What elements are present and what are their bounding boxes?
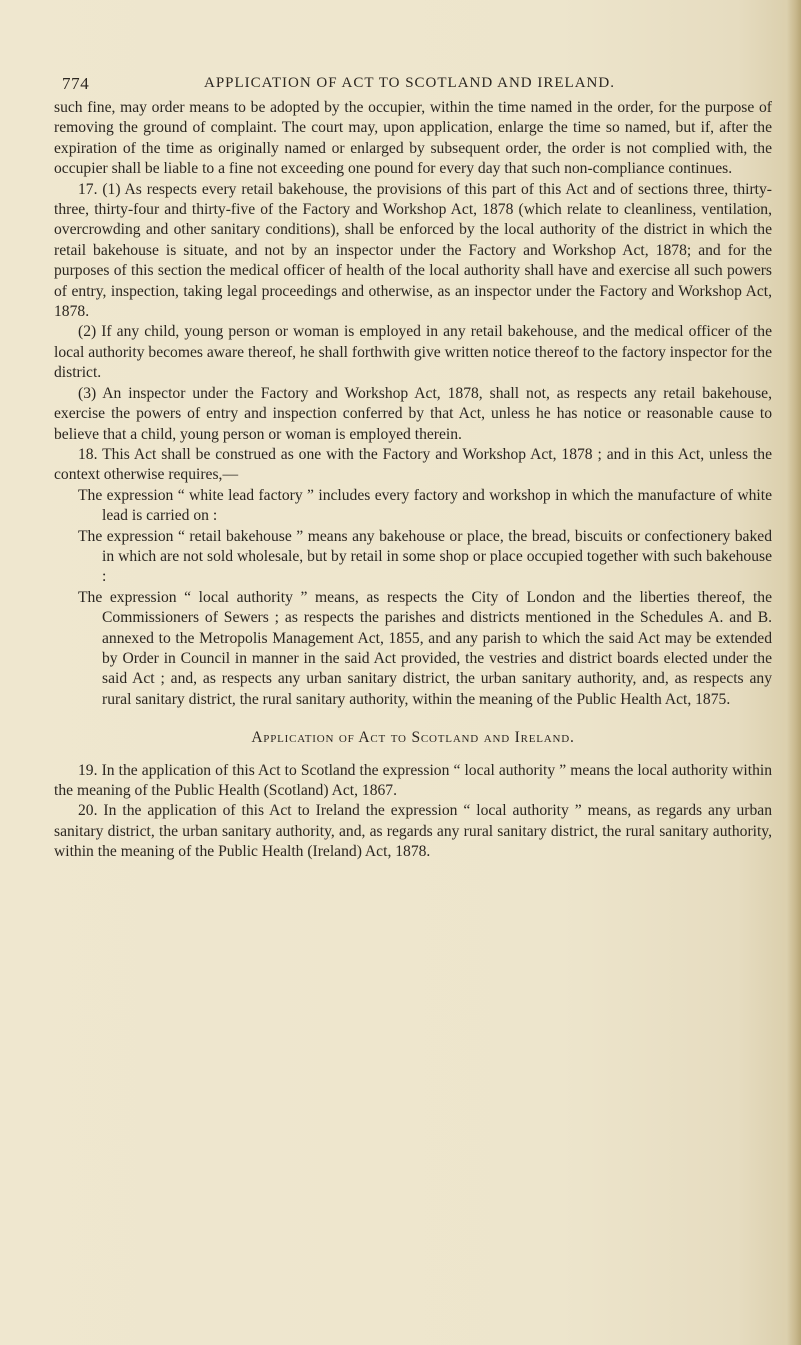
paragraph-section-17-1: 17. (1) As respects every retail bakehouse, the provisions of this part of this Act and of sections three, thirty-three, thirty-four and thirty-five of the Factory and Workshop Act, 1878 (which relate to cleanliness, ventilation, overcrowding and other sanitary conditions), shall be enforced by the local authority of the district in which the retail bakehouse is situate, and not by an inspector under the Factory and Workshop Act, 1878; and for the purposes of this section the medical officer of health of the local authority shall have and exercise all such powers of entry, inspection, taking legal proceedings and otherwise, as an inspector under the Factory and Workshop Act, 1878. bbox=[54, 180, 772, 321]
page-body bbox=[54, 98, 772, 863]
paragraph-section-19: 19. In the application of this Act to Scotland the expression “ local authority ” means the local authority within the meaning of the Public Health (Scotland) Act, 1867. bbox=[54, 761, 772, 799]
page-edge bbox=[787, 0, 801, 1345]
paragraph-section-17-3: (3) An inspector under the Factory and Workshop Act, 1878, shall not, as respects any retail bakehouse, exercise the powers of entry and inspection conferred by that Act, unless he has notice or reasonable cause to believe that a child, young person or woman is employed therein. bbox=[54, 384, 772, 443]
definition-local-authority: The expression “ local authority ” means, as respects the City of London and the liberties thereof, the Commissioners of Sewers ; as respects the parishes and districts mentioned in the Schedules A. and B. annexed to the Metropolis Management Act, 1855, and any parish to which the said Act may be extended by Order in Council in manner in the said Act provided, the vestries and district boards elected under the said Act ; and, as respects any urban sanitary district, the urban sanitary authority, and, as respects any rural sanitary district, the rural sanitary authority, within the meaning of the Public Health Act, 1875. bbox=[78, 588, 772, 708]
section-heading: Application of Act to Scotland and Ireland. bbox=[251, 729, 575, 747]
definition-white-lead-factory: The expression “ white lead factory ” includes every factory and workshop in which the manufacture of white lead is carried on : bbox=[78, 486, 772, 525]
page-number: 774 bbox=[62, 74, 90, 93]
running-title: APPLICATION OF ACT TO SCOTLAND AND IRELAND. bbox=[204, 75, 615, 91]
definition-retail-bakehouse: The expression “ retail bakehouse ” means any bakehouse or place, the bread, biscuits or confectionery baked in which are not sold wholesale, but by retail in some shop or place occupied together with such bakehouse : bbox=[78, 527, 772, 586]
paragraph-continuation: such fine, may order means to be adopted by the occupier, within the time named in the order, for the purpose of removing the ground of complaint. The court may, upon application, enlarge the time so named, but if, after the expiration of the time as originally named or enlarged by subsequent order, the order is not complied with, the occupier shall be liable to a fine not exceeding one pound for every day that such non-compliance continues. bbox=[54, 99, 772, 178]
paragraph-section-17-2: (2) If any child, young person or woman is employed in any retail bakehouse, and the medical officer of the local authority becomes aware thereof, he shall forthwith give written notice thereof to the factory inspector for the district. bbox=[54, 323, 772, 382]
paragraph-section-20: 20. In the application of this Act to Ireland the expression “ local authority ” means, as regards any urban sanitary district, the urban sanitary authority, and, as regards any rural sanitary district, the rural sanitary authority, within the meaning of the Public Health (Ireland) Act, 1878. bbox=[54, 802, 772, 861]
paragraph-section-18: 18. This Act shall be construed as one with the Factory and Workshop Act, 1878 ; and in this Act, unless the context otherwise requires,— bbox=[54, 445, 772, 484]
